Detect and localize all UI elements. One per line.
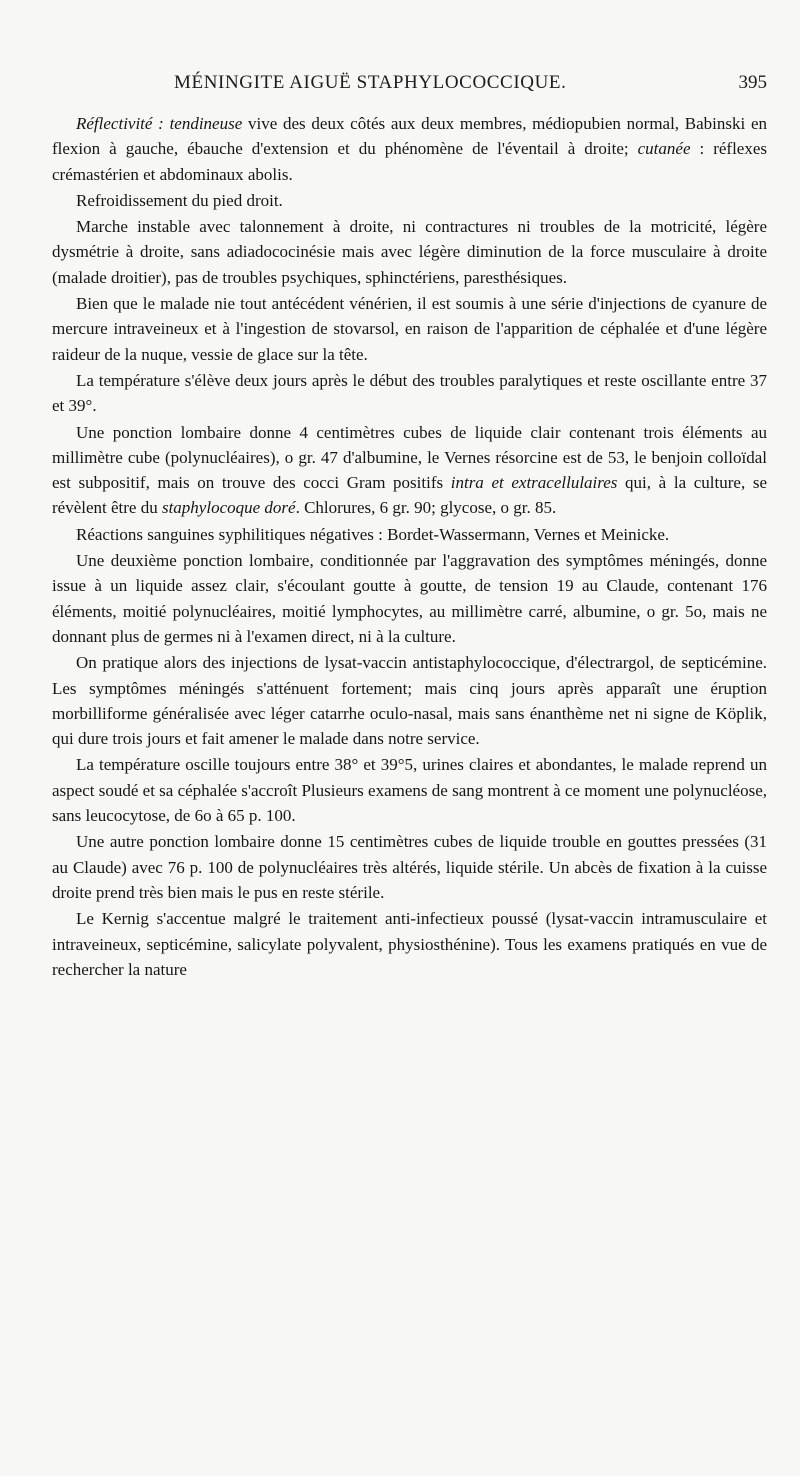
paragraph (52, 368, 767, 419)
text-run: Le Kernig s'accentue malgré le traitement anti-infectieux poussé (lysat-vaccin intramusculaire et intraveineux, septicémine, salicylate polyvalent, physiosthénine). Tous les examens pratiqués en vue de rechercher la nature (52, 909, 767, 979)
running-title: MÉNINGITE AIGUË STAPHYLOCOCCIQUE. (174, 72, 567, 93)
paragraph (52, 548, 767, 649)
text-run: Une ponction lombaire donne 4 centimètres cubes de liquide clair contenant trois éléments au millimètre cube (polynucléaires), o gr. 47 d'albumine, le Vernes résorcine est de 53, le benjoin colloïdal est subpositif, mais on trouve des cocci Gram positifs (52, 422, 767, 493)
italic-text: staphylocoque doré (161, 498, 296, 518)
paragraph (52, 829, 767, 905)
text-run: Réactions sanguines syphilitiques négatives : Bordet-Wassermann, Vernes et Meinicke. (76, 524, 670, 544)
text-run: Une deuxième ponction lombaire, conditionnée par l'aggravation des symptômes méningés, donne issue à un liquide assez clair, s'écoulant goutte à goutte, de tension 19 au Claude, contenant 176 éléments, moitié polynucléaires, moitié lymphocytes, au millimètre carré, albumine, o gr. 5o, mais ne donnant plus de germes ni à l'examen direct, ni à la culture. (52, 551, 767, 646)
text-run: Bien que le malade nie tout antécédent vénérien, il est soumis à une série d'injections de cyanure de mercure intraveineux et à l'ingestion de stovarsol, en raison de l'apparition de céphalée et d'une légère raideur de la nuque, vessie de glace sur la tête. (52, 294, 767, 364)
text-run: vive des deux côtés aux deux membres, médiopubien normal, Babinski en flexion à gauche, ébauche d'extension et du phénomène de l'éventail à droite; (52, 114, 768, 159)
text-run: La température s'élève deux jours après le début des troubles paralytiques et reste oscillante entre 37 et 39°. (52, 370, 767, 416)
page-number: 395 (738, 72, 767, 93)
italic-text: Réflectivité : tendineuse (76, 114, 243, 133)
paragraph (52, 188, 767, 213)
paragraph (52, 111, 767, 187)
text-run: Une autre ponction lombaire donne 15 centimètres cubes de liquide trouble en gouttes pressées (31 au Claude) avec 76 p. 100 de polynucléaires très altérés, liquide stérile. Un abcès de fixation à la cuisse droite prend très bien mais le pus en reste stérile. (52, 832, 767, 902)
text-run: . Chlorures, 6 gr. 90; glycose, o gr. 85. (295, 498, 557, 518)
text-run: La température oscille toujours entre 38° et 39°5, urines claires et abondantes, le malade reprend un aspect soudé et sa céphalée s'accroît Plusieurs examens de sang montrent à ce moment une polynucléose, sans leucocytose, de 6o à 65 p. 100. (52, 755, 767, 826)
paragraph (52, 752, 767, 828)
italic-text: cutanée (637, 139, 691, 159)
running-header (52, 72, 767, 102)
body-text (52, 111, 767, 983)
italic-text: intra et extracellulaires (450, 473, 618, 493)
text-run: Refroidissement du pied droit. (76, 190, 283, 210)
paragraph (52, 214, 767, 290)
text-run: qui, à la culture, se révèlent être du (52, 473, 767, 518)
paragraph (52, 906, 767, 982)
paragraph (52, 522, 767, 547)
text-run: On pratique alors des injections de lysat-vaccin antistaphylococcique, d'électrargol, de septicémine. Les symptômes méningés s'atténuent fortement; mais cinq jours après apparaît une éruption morbilliforme généralisée avec léger catarrhe oculo-nasal, mais sans énanthème net ni signe de Köplik, qui dure trois jours et fait amener le malade dans notre service. (52, 653, 767, 749)
paragraph (52, 420, 767, 521)
text-run: : réflexes crémastérien et abdominaux abolis. (52, 139, 767, 184)
text-run: Marche instable avec talonnement à droite, ni contractures ni troubles de la motricité, légère dysmétrie à droite, sans adiadococinésie mais avec légère diminution de la force musculaire à droite (malade droitier), pas de troubles psychiques, sphinctériens, paresthésiques. (52, 217, 767, 287)
paragraph (52, 291, 767, 367)
paragraph (52, 650, 767, 751)
